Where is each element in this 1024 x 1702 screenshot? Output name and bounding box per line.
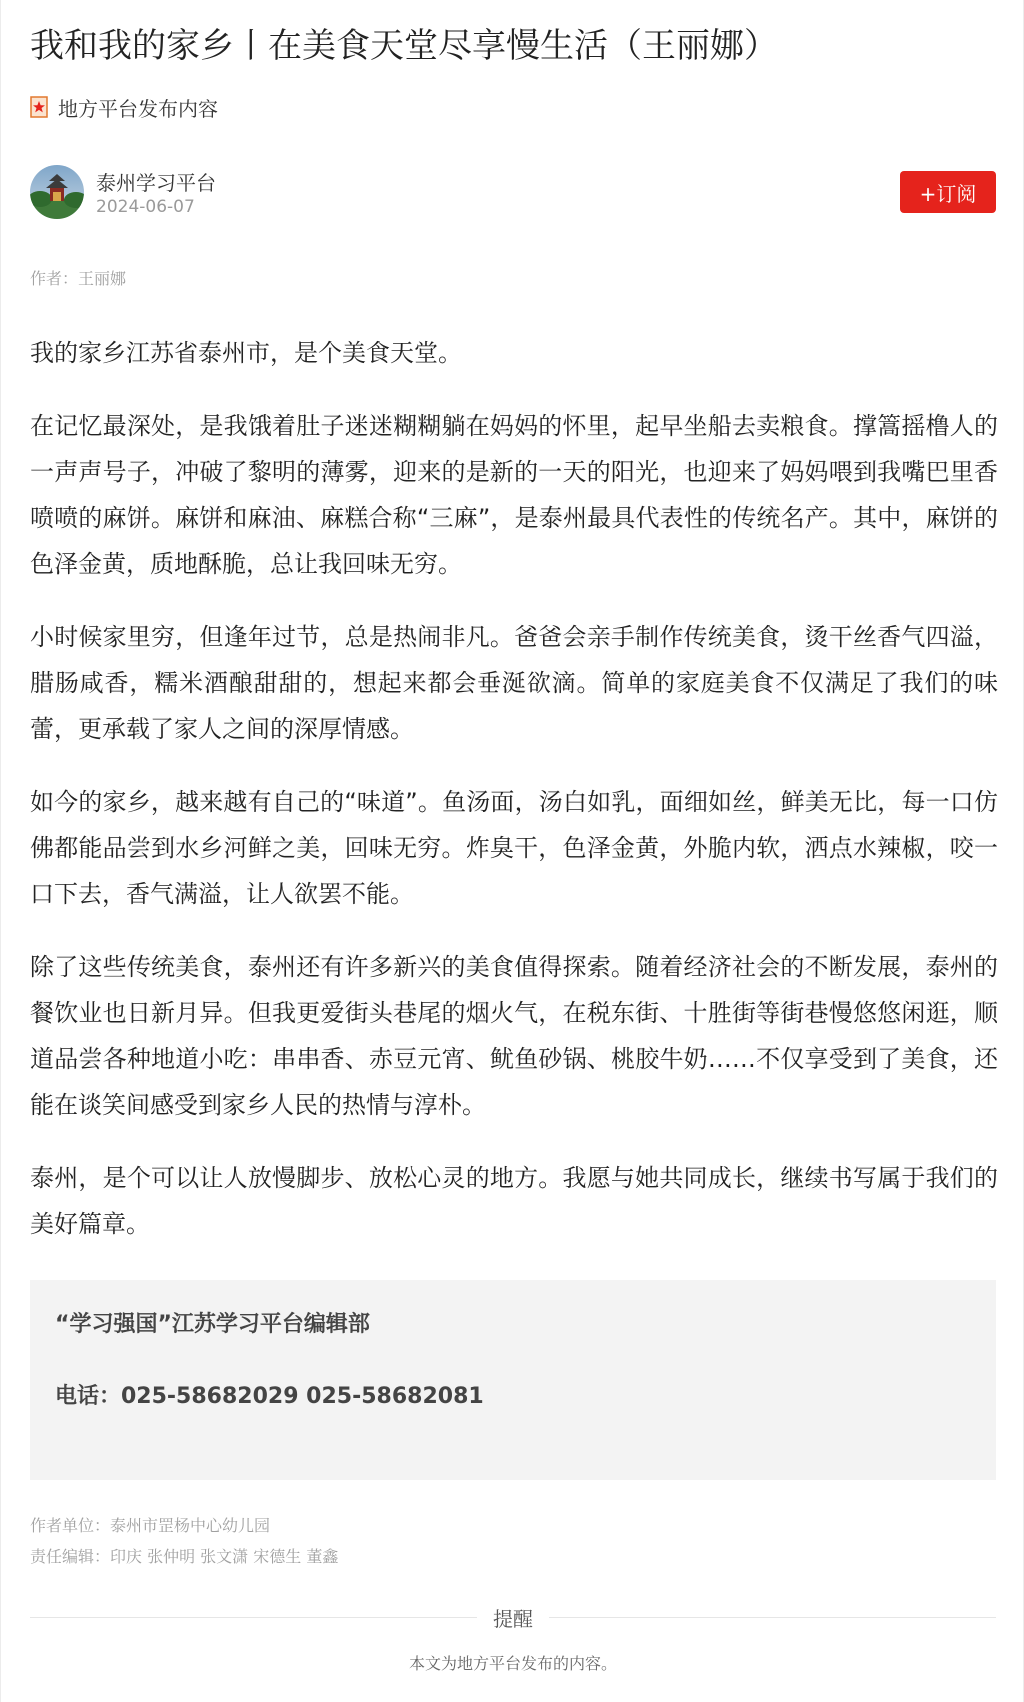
article-paragraph: 如今的家乡，越来越有自己的“味道”。鱼汤面，汤白如乳，面细如丝，鲜美无比，每一口仿佛都能品尝到水乡河鲜之美，回味无穷。炸臭干，色泽金黄，外脆内软，洒点水辣椒，咬一口下去，香气满溢，让人欲罢不能。 bbox=[30, 788, 998, 908]
responsible-editors: 责任编辑：印庆 张仲明 张文潇 宋德生 董鑫 bbox=[30, 1547, 339, 1566]
article-paragraph: 小时候家里穷，但逢年过节，总是热闹非凡。爸爸会亲手制作传统美食，烫干丝香气四溢，腊肠咸香，糯米酒酿甜甜的，想起来都会垂涎欲滴。简单的家庭美食不仅满足了我们的味蕾，更承载了家人之间的深厚情感。 bbox=[30, 623, 998, 743]
article-body bbox=[30, 330, 998, 1274]
author-unit: 作者单位：泰州市罡杨中心幼儿园 bbox=[30, 1516, 271, 1535]
source-label: 地方平台发布内容 bbox=[58, 96, 218, 121]
contact-org: “学习强国”江苏学习平台编辑部 bbox=[55, 1312, 370, 1337]
contact-box bbox=[30, 1280, 996, 1480]
reminder-title: 提醒 bbox=[477, 1607, 549, 1631]
article-paragraph: 在记忆最深处，是我饿着肚子迷迷糊糊躺在妈妈的怀里，起早坐船去卖粮食。撑篙摇橹人的一声声号子，冲破了黎明的薄雾，迎来的是新的一天的阳光，也迎来了妈妈喂到我嘴巴里香喷喷的麻饼。麻饼和麻油、麻糕合称“三麻”，是泰州最具代表性的传统名产。其中，麻饼的色泽金黄，质地酥脆，总让我回味无穷。 bbox=[30, 412, 998, 578]
badge-icon bbox=[30, 96, 48, 118]
article-paragraph: 除了这些传统美食，泰州还有许多新兴的美食值得探索。随着经济社会的不断发展，泰州的餐饮业也日新月异。但我更爱街头巷尾的烟火气，在税东街、十胜街等街巷慢悠悠闲逛，顺道品尝各种地道小吃：串串香、赤豆元宵、鱿鱼砂锅、桃胶牛奶……不仅享受到了美食，还能在谈笑间感受到家乡人民的热情与淳朴。 bbox=[30, 953, 998, 1119]
reminder-heading bbox=[1, 1603, 1024, 1632]
author-byline: 作者：王丽娜 bbox=[30, 269, 127, 288]
avatar[interactable] bbox=[30, 165, 84, 219]
publisher-name[interactable]: 泰州学习平台 bbox=[96, 171, 216, 195]
article-paragraph: 泰州，是个可以让人放慢脚步、放松心灵的地方。我愿与她共同成长，继续书写属于我们的美好篇章。 bbox=[30, 1164, 998, 1238]
reminder-text: 本文为地方平台发布的内容。 bbox=[408, 1654, 617, 1673]
article-title: 我和我的家乡丨在美食天堂尽享慢生活（王丽娜） bbox=[30, 26, 778, 66]
publish-date: 2024-06-07 bbox=[96, 197, 195, 217]
source-line bbox=[30, 92, 218, 122]
article-paragraph: 我的家乡江苏省泰州市，是个美食天堂。 bbox=[30, 339, 462, 367]
subscribe-button[interactable]: +订阅 bbox=[900, 171, 996, 213]
contact-phone: 电话：025-58682029 025-58682081 bbox=[55, 1384, 484, 1409]
publisher-row bbox=[30, 165, 996, 221]
